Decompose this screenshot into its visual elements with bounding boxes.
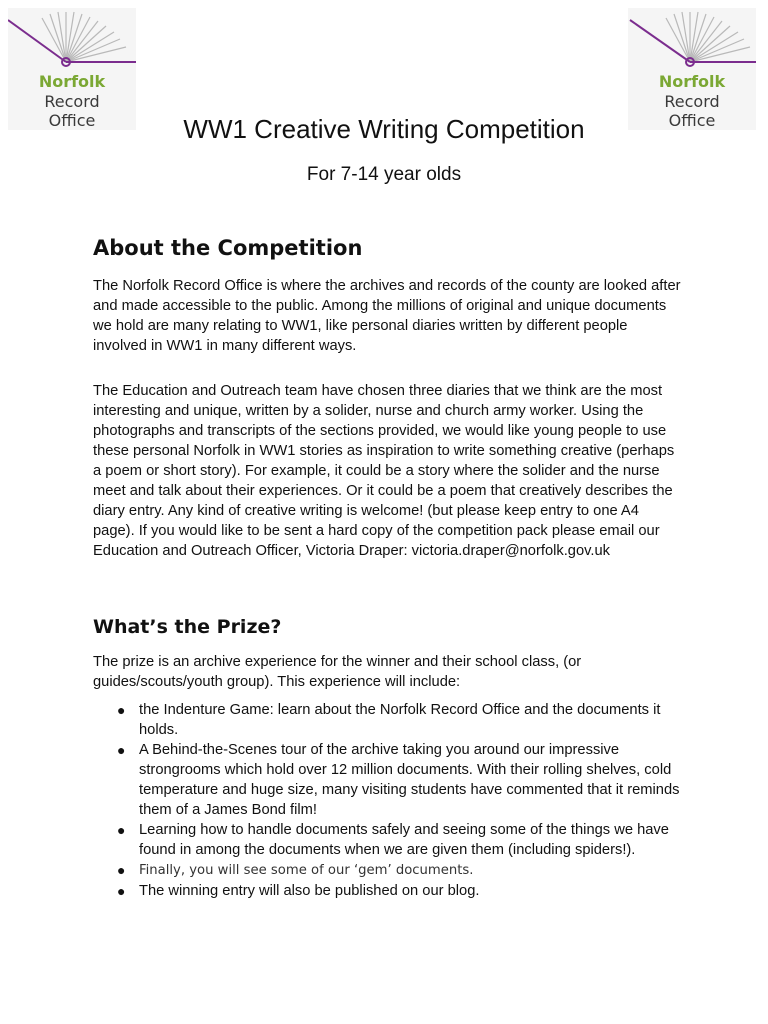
- logo-text-record: Record: [44, 92, 100, 111]
- list-item: [93, 700, 693, 740]
- bullet-icon: ●: [117, 862, 126, 878]
- list-item: [93, 881, 693, 901]
- list-item-text: Learning how to handle documents safely and seeing some of the things we have found in among the documents when we are given them (including spiders!).: [139, 822, 669, 858]
- about-paragraph-1: The Norfolk Record Office is where the archives and records of the county are looked after and made accessible to the public. Among the millions of original and unique documents we hold are many relating to WW1, like personal diaries written by different people involved in WW1 in many different ways.: [93, 278, 681, 354]
- page-subtitle: For 7-14 year olds: [306, 164, 462, 185]
- bullet-icon: ●: [117, 822, 126, 838]
- logo-text-norfolk: Norfolk: [38, 72, 106, 91]
- page-title: WW1 Creative Writing Competition: [183, 114, 585, 144]
- logo-text-record: Record: [664, 92, 720, 111]
- norfolk-record-office-logo-left: [8, 8, 136, 130]
- sunburst-logo-icon: [8, 8, 136, 72]
- list-item-text: the Indenture Game: learn about the Norfolk Record Office and the documents it holds.: [139, 702, 661, 738]
- norfolk-record-office-logo-right: [628, 8, 756, 130]
- prize-intro: The prize is an archive experience for the winner and their school class, (or guides/scouts/youth group). This experience will include:: [93, 654, 582, 690]
- prize-heading: What’s the Prize?: [93, 616, 282, 638]
- list-item: [93, 740, 693, 820]
- list-item-text: A Behind-the-Scenes tour of the archive taking you around our impressive strongrooms which hold over 12 million documents. With their rolling shelves, cold temperature and huge size, many visiting students have commented that it reminds them of a James Bond film!: [139, 742, 680, 818]
- logo-text-office: Office: [668, 111, 716, 130]
- list-item-text: Finally, you will see some of our ‘gem’ documents.: [139, 863, 474, 878]
- prize-list: [93, 700, 693, 901]
- bullet-icon: ●: [117, 702, 126, 718]
- list-item-text: The winning entry will also be published on our blog.: [139, 883, 480, 899]
- list-item: [93, 820, 693, 860]
- logo-text-office: Office: [48, 111, 96, 130]
- about-heading: About the Competition: [93, 236, 363, 260]
- bullet-icon: ●: [117, 742, 126, 758]
- list-item: [93, 860, 693, 881]
- sunburst-logo-icon: [628, 8, 756, 72]
- bullet-icon: ●: [117, 883, 126, 899]
- about-paragraph-2: The Education and Outreach team have chosen three diaries that we think are the most interesting and unique, written by a solider, nurse and church army worker. Using the photographs and transcripts of the sections provided, we would like young people to use these personal Norfolk in WW1 stories as inspiration to write something creative (perhaps a poem or short story). For example, it could be a story where the solider and the nurse meet and talk about their experiences. Or it could be a poem that creatively describes the diary entry. Any kind of creative writing is welcome! (but please keep entry to one A4 page). If you would like to be sent a hard copy of the competition pack please email our Education and Outreach Officer, Victoria Draper: victoria.draper@norfolk.gov.uk: [93, 383, 675, 559]
- logo-text-norfolk: Norfolk: [658, 72, 726, 91]
